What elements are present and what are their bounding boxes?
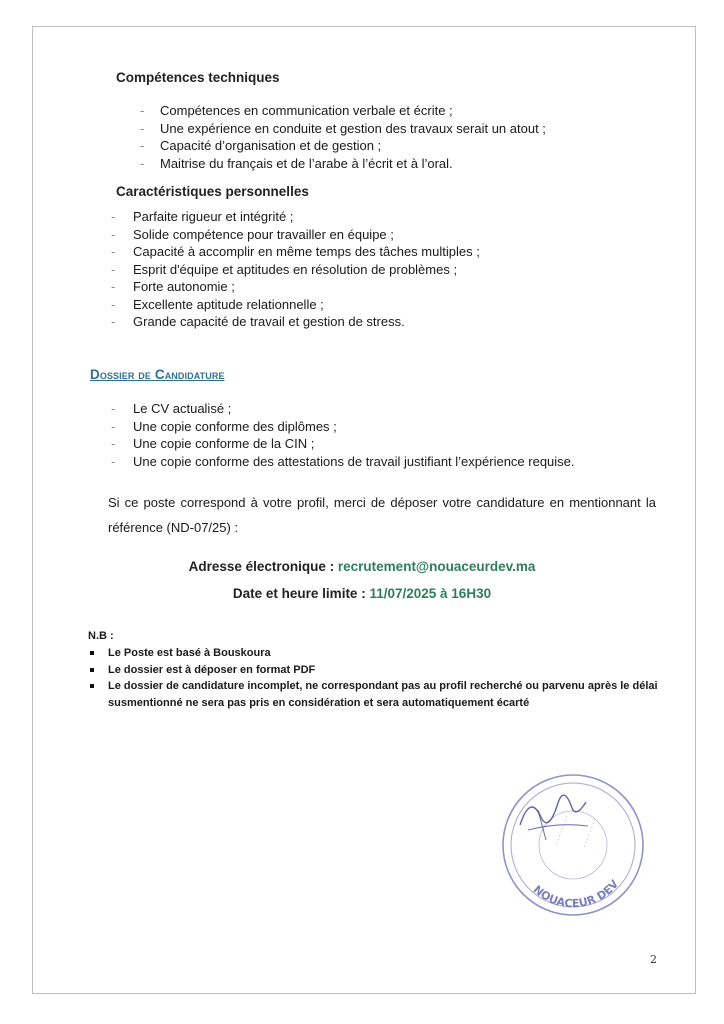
svg-text:NOUACEUR DEV: NOUACEUR DEV [530,877,622,911]
list-item: - Capacité d’organisation et de gestion ; [140,138,382,153]
email-label: Adresse électronique : [188,559,335,574]
official-stamp [498,770,648,920]
list-item: - Une copie conforme des diplômes ; [111,418,337,434]
list-item: - Grande capacité de travail et gestion de stress. [111,314,405,329]
email-line [0,559,724,574]
stamp-icon [503,775,643,915]
list-item: - Une copie conforme des attestations de travail justifiant l’expérience requise. [111,453,575,469]
page-number: 2 [650,953,657,966]
email-address[interactable]: recrutement@nouaceurdev.ma [337,559,536,574]
list-item: - Une expérience en conduite et gestion des travaux serait un atout ; [140,120,546,136]
list-item: Le Poste est basé à Bouskoura [90,645,670,662]
nb-list [90,645,670,711]
svg-text:- - - - - - - -: - - - - - - - - [553,814,571,846]
deadline-value: 11/07/2025 à 16H30 [369,586,492,601]
list-item: - Excellente aptitude relationnelle ; [111,296,324,312]
dossier-heading: Dossier de Candidature [90,367,225,382]
list-item: - Capacité à accomplir en même temps des tâches multiples ; [111,244,480,259]
deadline-label: Date et heure limite : [232,586,366,601]
list-item: - Le CV actualisé ; [111,401,232,416]
list-item: - Solide compétence pour travailler en équipe ; [111,226,394,242]
competences-list [140,102,546,172]
list-item: Le dossier de candidature incomplet, ne correspondant pas au profil recherché ou parvenu après le délai susmentionné ne sera pas pris en considération et sera automatiquement écarté [90,678,670,711]
list-item: - Maitrise du français et de l’arabe à l’écrit et à l’oral. [140,155,453,171]
caracteristiques-heading: Caractéristiques personnelles [116,184,309,199]
list-item: Le dossier est à déposer en format PDF [90,662,670,679]
instruction-paragraph: Si ce poste correspond à votre profil, merci de déposer votre candidature en mentionnant la référence (ND-07/25) : [108,495,656,535]
list-item: - Parfaite rigueur et intégrité ; [111,209,294,224]
list-item: - Compétences en communication verbale et écrite ; [140,103,453,118]
list-item: - Esprit d'équipe et aptitudes en résolution de problèmes ; [111,261,458,277]
list-item: - Forte autonomie ; [111,279,235,294]
nb-label: N.B : [88,630,114,642]
competences-heading: Compétences techniques [116,70,280,85]
deadline-line [0,586,724,601]
caracteristiques-list [111,208,480,331]
list-item: - Une copie conforme de la CIN ; [111,436,315,451]
dossier-list [111,400,575,470]
svg-text:- - - - - - - -: - - - - - - - - [581,817,599,849]
